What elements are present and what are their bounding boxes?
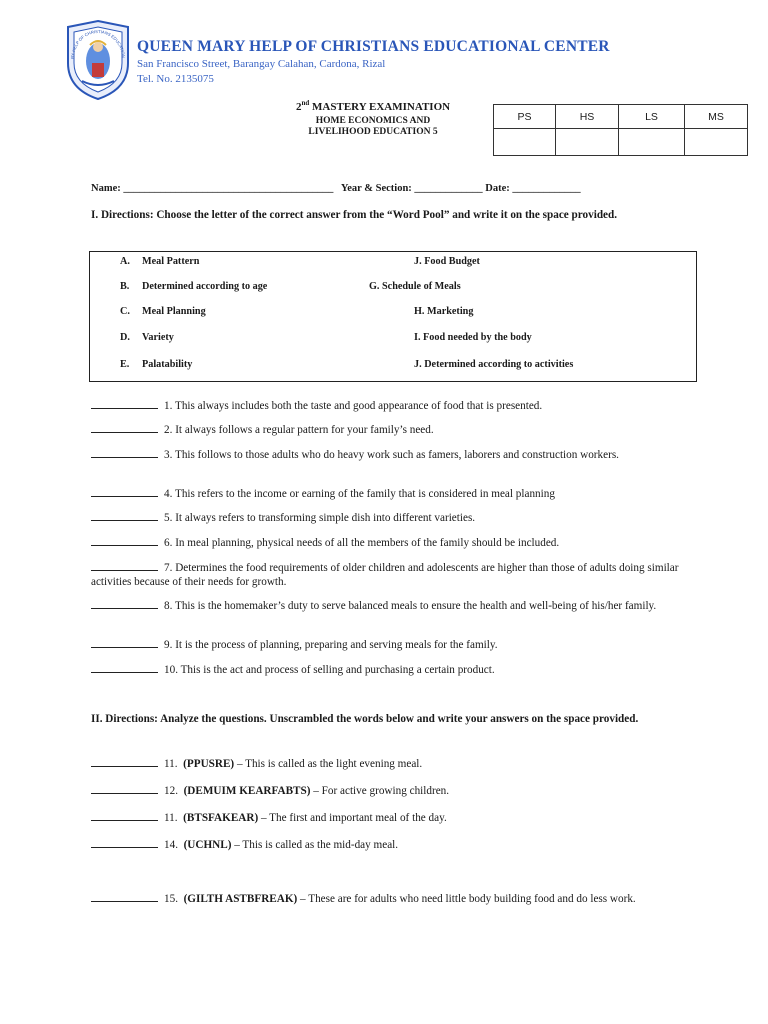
score-cell-ms[interactable]	[685, 129, 748, 156]
question-number: 12.	[164, 785, 178, 797]
question-5	[91, 510, 691, 526]
question-text: – This is called as the light evening meal.	[234, 758, 423, 770]
question-13	[91, 810, 691, 826]
pool-text: Meal Planning	[142, 306, 206, 317]
question-12	[91, 783, 691, 799]
score-cell-ps[interactable]	[494, 129, 556, 156]
question-text: 1. This always includes both the taste and good appearance of food that is presented.	[164, 400, 543, 412]
question-3	[91, 447, 691, 463]
section1-directions: I. Directions: Choose the letter of the correct answer from the “Word Pool” and write it on the space provided.	[91, 209, 618, 221]
answer-blank[interactable]	[91, 535, 158, 546]
school-seal-icon	[64, 19, 132, 101]
question-10	[91, 662, 691, 678]
answer-blank[interactable]	[91, 810, 158, 821]
question-15	[91, 891, 691, 907]
question-text: 10. This is the act and process of selling and purchasing a certain product.	[164, 664, 495, 676]
score-cell-hs[interactable]	[556, 129, 619, 156]
pool-letter: C.	[120, 306, 130, 317]
question-7	[91, 560, 691, 589]
pool-item-right-4: I. Food needed by the body	[414, 332, 532, 343]
question-number: 14.	[164, 839, 178, 851]
question-number: 11.	[164, 812, 178, 824]
scrambled-word: (BTSFAKEAR)	[183, 812, 259, 824]
question-9	[91, 637, 691, 653]
question-11	[91, 756, 691, 772]
exam-ordinal-suffix: nd	[301, 99, 310, 107]
question-text: 8. This is the homemaker’s duty to serve balanced meals to ensure the health and well-being of his/her family.	[164, 600, 657, 612]
question-1	[91, 398, 691, 414]
pool-item-c	[120, 306, 206, 317]
question-text: – This is called as the mid-day meal.	[231, 839, 399, 851]
pool-letter: E.	[120, 359, 130, 370]
question-text: – The first and important meal of the day.	[258, 812, 447, 824]
section2-directions: II. Directions: Analyze the questions. Unscrambled the words below and write your answers on the space provided.	[91, 713, 639, 725]
scrambled-word: (UCHNL)	[183, 839, 232, 851]
exam-subject-line1: HOME ECONOMICS AND	[315, 116, 431, 126]
school-address: San Francisco Street, Barangay Calahan, Cardona, Rizal	[137, 58, 386, 70]
question-text: 5. It always refers to transforming simple dish into different varieties.	[164, 512, 476, 524]
question-text: 7. Determines the food requirements of older children and adolescents are higher than those of adults doing similar activities because of their needs for growth.	[91, 562, 679, 588]
answer-blank[interactable]	[91, 510, 158, 521]
answer-blank[interactable]	[91, 637, 158, 648]
pool-letter: D.	[120, 332, 130, 343]
pool-item-b	[120, 281, 267, 292]
answer-blank[interactable]	[91, 447, 158, 458]
question-8	[91, 598, 691, 614]
answer-blank[interactable]	[91, 783, 158, 794]
question-text: 4. This refers to the income or earning of the family that is considered in meal planning	[164, 488, 555, 500]
question-text: 3. This follows to those adults who do heavy work such as famers, laborers and construction workers.	[164, 449, 619, 461]
pool-text: Meal Pattern	[142, 256, 200, 267]
school-telephone: Tel. No. 2135075	[137, 73, 214, 85]
score-header-hs: HS	[556, 105, 619, 129]
answer-blank[interactable]	[91, 398, 158, 409]
question-text: 9. It is the process of planning, preparing and serving meals for the family.	[164, 639, 498, 651]
scrambled-word: (GILTH ASTBFREAK)	[183, 893, 298, 905]
answer-blank[interactable]	[91, 837, 158, 848]
question-text: 2. It always follows a regular pattern for your family’s need.	[164, 424, 434, 436]
answer-blank[interactable]	[91, 486, 158, 497]
pool-letter: B.	[120, 281, 130, 292]
school-name: QUEEN MARY HELP OF CHRISTIANS EDUCATIONAL CENTER	[137, 38, 610, 55]
question-4	[91, 486, 691, 502]
answer-blank[interactable]	[91, 662, 158, 673]
pool-text: Palatability	[142, 359, 193, 370]
exam-subject-line2: LIVELIHOOD EDUCATION 5	[308, 127, 438, 137]
exam-ordinal: 2	[296, 101, 302, 113]
exam-title	[296, 101, 450, 113]
score-header-ps: PS	[494, 105, 556, 129]
answer-blank[interactable]	[91, 598, 158, 609]
answer-blank[interactable]	[91, 422, 158, 433]
scrambled-word: (PPUSRE)	[183, 758, 235, 770]
score-header-ls: LS	[619, 105, 685, 129]
pool-item-d	[120, 332, 174, 343]
question-number: 15.	[164, 893, 178, 905]
question-number: 11.	[164, 758, 178, 770]
exam-title-text: MASTERY EXAMINATION	[312, 101, 451, 113]
scrambled-word: (DEMUIM KEARFABTS)	[183, 785, 311, 797]
answer-blank[interactable]	[91, 756, 158, 767]
pool-item-e	[120, 359, 192, 370]
pool-item-right-2: G. Schedule of Meals	[369, 281, 461, 292]
pool-item-right-3: H. Marketing	[414, 306, 474, 317]
word-pool-box	[89, 251, 697, 382]
question-2	[91, 422, 691, 438]
score-header-ms: MS	[685, 105, 748, 129]
pool-item-a	[120, 256, 199, 267]
pool-item-right-5: J. Determined according to activities	[414, 359, 574, 370]
score-table	[493, 104, 748, 156]
answer-blank[interactable]	[91, 891, 158, 902]
answer-blank[interactable]	[91, 560, 158, 571]
pool-text: Variety	[142, 332, 174, 343]
pool-text: Determined according to age	[142, 281, 268, 292]
student-info-line[interactable]: Name: ________________________________________ Year & Section: _____________ Date: _____________	[91, 183, 581, 194]
question-text: – For active growing children.	[310, 785, 450, 797]
question-text: 6. In meal planning, physical needs of all the members of the family should be included.	[164, 537, 560, 549]
pool-item-right-1: J. Food Budget	[414, 256, 480, 267]
pool-letter: A.	[120, 256, 130, 267]
question-6	[91, 535, 691, 551]
question-text: – These are for adults who need little body building food and do less work.	[297, 893, 636, 905]
question-14	[91, 837, 691, 853]
score-cell-ls[interactable]	[619, 129, 685, 156]
logo-text: RY HELP OF CHRISTIANS EDUCATION	[69, 28, 127, 60]
